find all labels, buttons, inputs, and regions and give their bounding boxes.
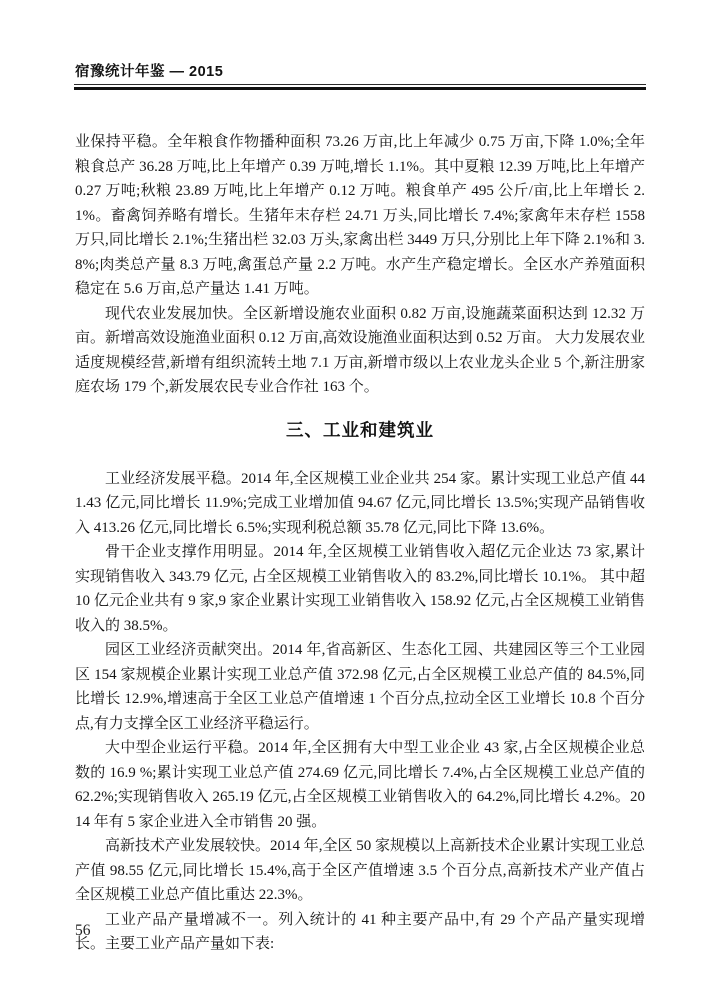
page-body	[75, 130, 645, 957]
paragraph-backbone-enterprises: 骨干企业支撑作用明显。2014 年,全区规模工业销售收入超亿元企业达 73 家,累计实现销售收入 343.79 亿元, 占全区规模工业销售收入的 83.2%,同比增长 10.1%。 其中超 10 亿元企业共有 9 家,9 家企业累计实现工业销售收入 158.92 亿元,占全区规模工业销售收入的 38.5%。	[75, 544, 645, 634]
section-heading-industry-construction: 三、工业和建筑业	[286, 419, 434, 440]
header-rule-thin-line	[74, 84, 646, 85]
paragraph-industrial-products: 工业产品产量增减不一。列入统计的 41 种主要产品中,有 29 个产品产量实现增长。主要工业产品产量如下表:	[75, 911, 645, 952]
paragraph-large-medium-enterprises: 大中型企业运行平稳。2014 年,全区拥有大中型工业企业 43 家,占全区规模企业总数的 16.9 %;累计实现工业总产值 274.69 亿元,同比增长 7.4%,占全区规模工业总产值的 62.2%;实现销售收入 265.19 亿元,占全区规模工业销售收入的 64.2%,同比增长 4.2%。2014 年有 5 家企业进入全市销售 20 强。	[75, 740, 645, 830]
paragraph-industrial-parks: 园区工业经济贡献突出。2014 年,省高新区、生态化工园、共建园区等三个工业园区 154 家规模企业累计实现工业总产值 372.98 亿元,占全区规模工业总产值的 84.5%,同比增长 12.9%,增速高于全区工业总产值增速 1 个百分点,拉动全区工业增长 10.8 个百分点,有力支撑全区工业经济平稳运行。	[75, 642, 645, 732]
yearbook-title: 宿豫统计年鉴 — 2015	[75, 64, 224, 80]
page-number: 56	[75, 922, 91, 939]
paragraph-high-tech-industry: 高新技术产业发展较快。2014 年,全区 50 家规模以上高新技术企业累计实现工业总产值 98.55 亿元,同比增长 15.4%,高于全区产值增速 3.5 个百分点,高新技术产业产值占全区规模工业总产值比重达 22.3%。	[75, 838, 646, 903]
paragraph-modern-agriculture: 现代农业发展加快。全区新增设施农业面积 0.82 万亩,设施蔬菜面积达到 12.32 万亩。新增高效设施渔业面积 0.12 万亩,高效设施渔业面积达到 0.52 万亩。 大力发展农业适度规模经营,新增有组织流转土地 7.1 万亩,新增市级以上农业龙头企业 5 个,新注册家庭农场 179 个,新发展农民专业合作社 163 个。	[75, 305, 646, 395]
header-rule	[74, 84, 646, 91]
header-rule-thick-line	[74, 87, 646, 90]
running-header	[75, 60, 645, 81]
paragraph-industrial-economy: 工业经济发展平稳。2014 年,全区规模工业企业共 254 家。累计实现工业总产值 441.43 亿元,同比增长 11.9%;完成工业增加值 94.67 亿元,同比增长 13.5%;实现产品销售收入 413.26 亿元,同比增长 6.5%;实现利税总额 35.78 亿元,同比下降 13.6%。	[75, 470, 645, 536]
paragraph-agriculture-continuation: 业保持平稳。全年粮食作物播种面积 73.26 万亩,比上年减少 0.75 万亩,下降 1.0%;全年粮食总产 36.28 万吨,比上年增产 0.39 万吨,增长 1.1%。其中夏粮 12.39 万吨,比上年增产 0.27 万吨;秋粮 23.89 万吨,比上年增产 0.12 万吨。粮食单产 495 公斤/亩,比上年增长 2.1%。畜禽饲养略有增长。生猪年末存栏 24.71 万头,同比增长 7.4%;家禽年末存栏 1558 万只,同比增长 2.1%;生猪出栏 32.03 万头,家禽出栏 3449 万只,分别比上年下降 2.1%和 3.8%;肉类总产量 8.3 万吨,禽蛋总产量 2.2 万吨。水产生产稳定增长。全区水产养殖面积稳定在 5.6 万亩,总产量达 1.41 万吨。	[75, 134, 645, 297]
